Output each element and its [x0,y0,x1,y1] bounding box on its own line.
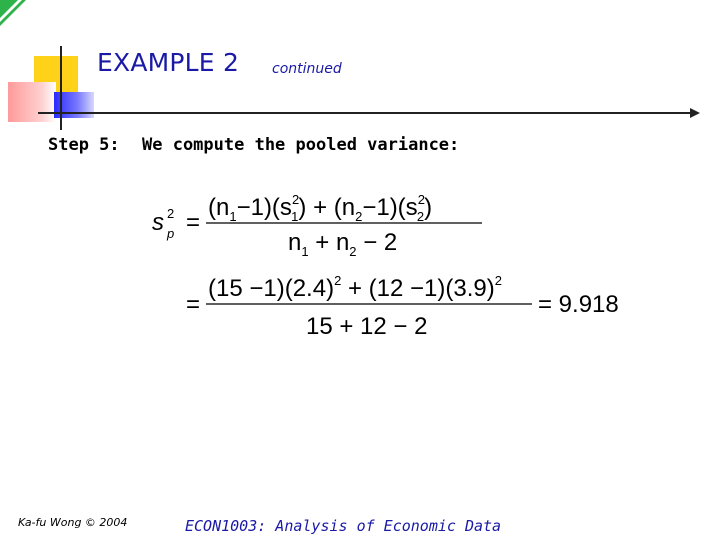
footer-author: Ka-fu Wong © 2004 [18,516,128,529]
line2-denominator: 15 + 12 − 2 [306,313,428,340]
pooled-variance-formula [140,180,660,350]
footer-course: ECON1003: Analysis of Economic Data [185,517,502,535]
line2-numerator: $(15 -1)(2.4)^2 + (12 -1)(3.9)^2$ [208,273,502,302]
step-description: We compute the pooled variance: [142,135,460,155]
title-divider-line [38,112,692,114]
line1-denominator: $n_1 + n_2 - 2$ [288,229,398,259]
logo-vertical-line [60,46,62,130]
step-label: Step 5: [48,135,120,155]
formula-s-sup: 2 [167,206,175,221]
slide-subtitle: continued [272,61,342,77]
arrow-head-icon [690,108,700,118]
line1-numerator: $(n_1-1)(s^2$ $1) + (n_2-1)(s^2$ 2) [208,192,433,224]
formula-eq-2: = [186,291,201,318]
slide-title: EXAMPLE 2 [97,48,240,77]
formula-eq-1: = [186,209,201,236]
formula-result: = 9.918 [538,291,619,318]
corner-triangle-icon [0,0,30,30]
formula-s: s [152,209,164,236]
logo-pink-block [8,82,56,122]
formula-s-sub: p [167,226,175,241]
